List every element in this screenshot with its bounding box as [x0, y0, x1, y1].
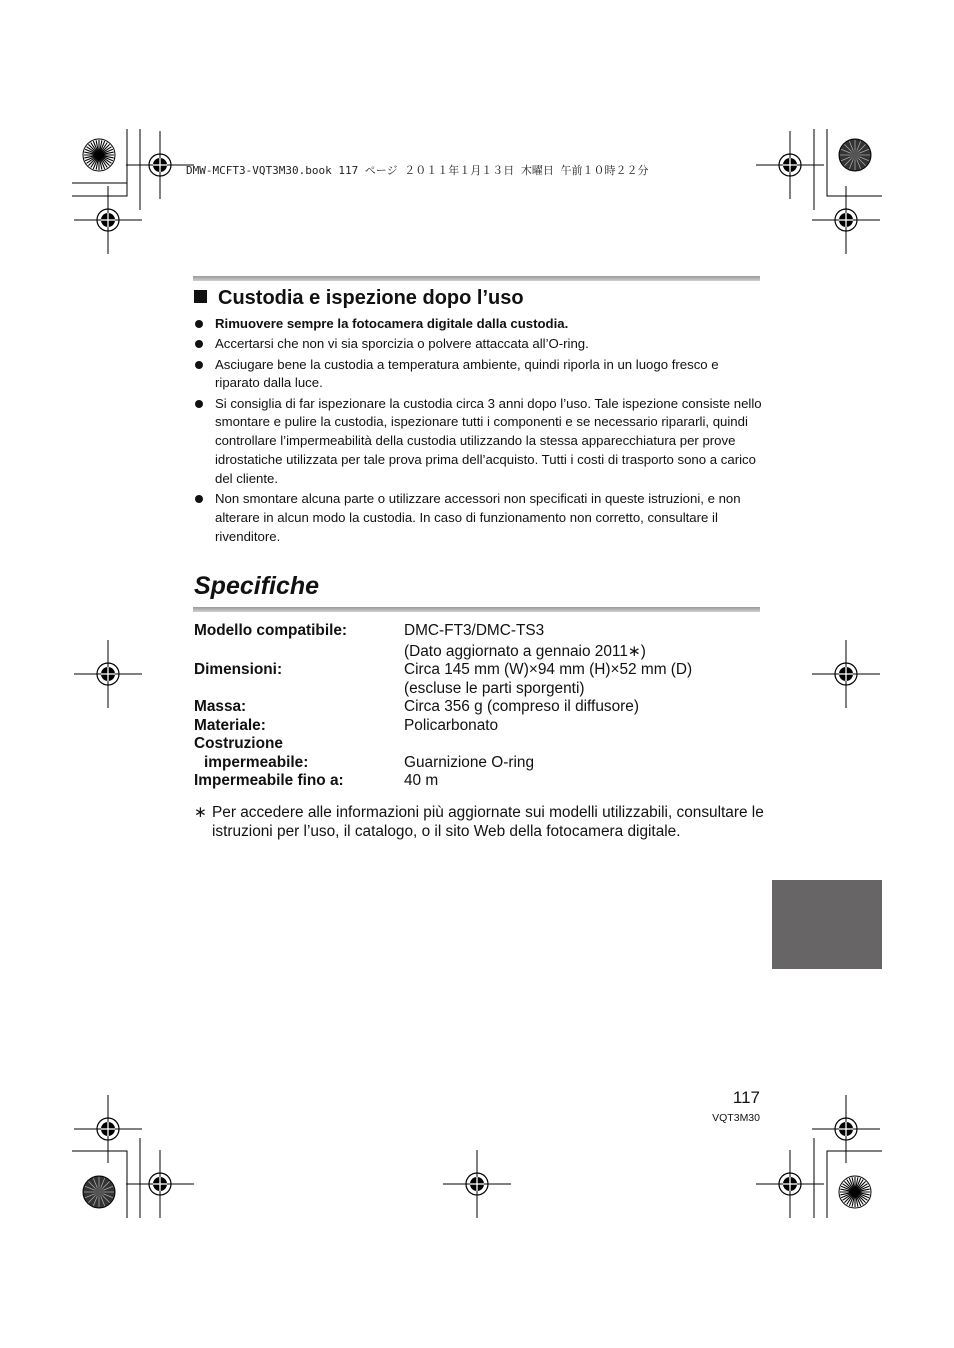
- spec-label: impermeabile:: [204, 754, 309, 771]
- spec-value: (escluse le parti sporgenti): [404, 680, 585, 697]
- spec-value: 40 m: [404, 772, 439, 789]
- square-bullet-icon: [194, 290, 207, 303]
- section-side-tab: [772, 880, 882, 969]
- spec-value: Circa 145 mm (W)×94 mm (H)×52 mm (D): [404, 661, 693, 678]
- spec-label: Impermeabile fino a:: [194, 772, 344, 789]
- spec-label: Massa:: [194, 698, 247, 715]
- specs-footnote: [194, 803, 764, 841]
- footnote-text: Per accedere alle informazioni più aggiornate sui modelli utilizzabili, consultare le istruzioni per l’uso, il catalogo, o il sito Web della fotocamera digitale.: [212, 804, 764, 840]
- care-instructions-list: [194, 315, 764, 548]
- list-item: Accertarsi che non vi sia sporcizia o polvere attaccata all’O-ring.: [194, 335, 764, 354]
- section-rule: [193, 276, 760, 281]
- spec-value: DMC-FT3/DMC-TS3: [404, 622, 545, 639]
- spec-label: Materiale:: [194, 717, 266, 734]
- spec-value: (Dato aggiornato a gennaio 2011∗): [404, 643, 646, 660]
- section-title: Custodia e ispezione dopo l’uso: [218, 287, 524, 309]
- page-number: 117: [732, 1088, 760, 1107]
- bullet-icon: [195, 361, 203, 369]
- bullet-icon: [195, 320, 203, 328]
- section-heading: [194, 287, 524, 310]
- bullet-icon: [195, 495, 203, 503]
- document-code: VQT3M30: [712, 1112, 760, 1124]
- bullet-icon: [195, 400, 203, 408]
- spec-label: Costruzione: [194, 735, 283, 752]
- list-item: Rimuovere sempre la fotocamera digitale dalla custodia.: [194, 315, 764, 334]
- spec-label: Dimensioni:: [194, 661, 283, 678]
- printer-header: DMW-MCFT3-VQT3M30.book 117 ページ ２０１１年１月１３日 木曜日 午前１０時２２分: [186, 164, 649, 177]
- spec-value: Guarnizione O-ring: [404, 754, 535, 771]
- spec-value: Circa 356 g (compreso il diffusore): [404, 698, 639, 715]
- spec-value: Policarbonato: [404, 717, 499, 734]
- specs-rule: [193, 607, 760, 612]
- footnote-asterisk-icon: ∗: [194, 804, 207, 821]
- list-item: Non smontare alcuna parte o utilizzare accessori non specificati in queste istruzioni, e non alterare in alcun modo la custodia. In caso di funzionamento non corretto, consultare il rivenditore.: [194, 490, 764, 546]
- spec-label: Modello compatibile:: [194, 622, 348, 639]
- list-item: Si consiglia di far ispezionare la custodia circa 3 anni dopo l’uso. Tale ispezione consiste nello smontare e pulire la custodia, ispezionare tutti i componenti e se necessario ripararli, quindi controllare l’impermeabilità della custodia utilizzando la stessa apparecchiatura per prove idrostatiche utilizzata per tale prova prima dell’acquisto. Tutti i costi di trasporto sono a carico del cliente.: [194, 395, 764, 489]
- list-item: Asciugare bene la custodia a temperatura ambiente, quindi riporla in un luogo fresco e riparato dalla luce.: [194, 356, 764, 394]
- bullet-icon: [195, 340, 203, 348]
- specs-title: Specifiche: [194, 572, 320, 600]
